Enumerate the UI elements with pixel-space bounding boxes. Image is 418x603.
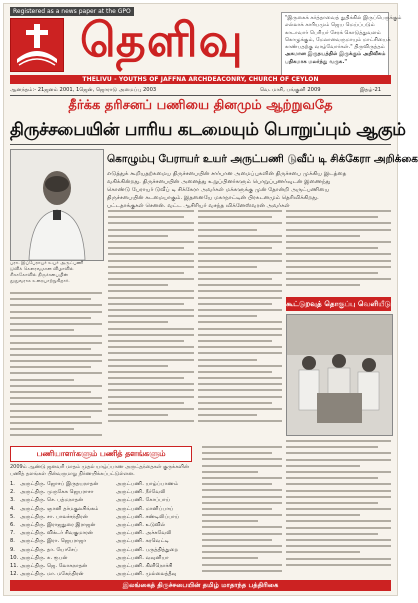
parish-name: அருட்பணி. முல்லைத்தீவு	[116, 571, 177, 578]
group-photo-icon	[287, 315, 392, 435]
item-number: 1.	[10, 481, 15, 487]
appointments-intro	[10, 464, 196, 478]
parish-name: அருட்பணி. கோப்பாய்	[116, 497, 171, 504]
parish-name: அருட்பணி. சண்டிலிப்பாய்	[116, 513, 180, 520]
parish-name: அருட்பணி. வவுனியா	[116, 554, 169, 561]
issue-number: இதழ்-21	[360, 87, 382, 93]
clergy-name: அருட்திரு. தா. யோசேப்	[20, 546, 78, 553]
inset-article	[286, 440, 391, 570]
lead-line: எடுத்துக் கூறியதற்கமைய திருச்சபையின் சார்பான அமைப்புகளின் திருச்சபை முக்கிய இடத்தை	[107, 171, 347, 177]
clergy-name: அருட்திரு. சா. பாலச்சந்திரன்	[20, 513, 88, 520]
item-number: 5.	[10, 513, 15, 520]
newspaper-page	[4, 4, 418, 595]
parish-name: அருட்பணி. பருத்தித்துறை	[116, 546, 179, 553]
parish-name: அருட்பணி. உடுவில்	[116, 522, 166, 529]
registration-notice: Registered as a news paper at the GPO	[10, 7, 134, 16]
parish-name: அருட்பணி. மானிப்பாய்	[116, 505, 174, 512]
quote-line: பதிகமாக மலர்ந்து வருக."	[285, 58, 348, 65]
quote-line: கொழுக்கும், மேலானவருமாயும் மாட்சியைக்	[285, 36, 391, 43]
top-strip-title: தீர்க்க தரிசனப் பணியை தினமும் ஆற்றுவதே	[68, 98, 333, 113]
article-column-3	[198, 210, 282, 427]
dateline-left: ஆனந்தம்:- 21ஜனம் 2001, 1ஜென், ஜொராடு அமைப்பு 2003	[10, 87, 157, 93]
organization-banner: THELIVU - YOUTHS OF JAFFNA ARCHDEACONRY, CHURCH OF CEYLON	[10, 75, 391, 84]
caption-line: தூதுவராக உரையாற்றுகிறார்.	[10, 279, 70, 284]
item-number: 6.	[10, 522, 15, 529]
clergy-name: அருட்திரு. முருகேசு ஜெயராசா	[20, 489, 94, 496]
quote-line: அகமான இருதயத்தில் இருக்கும் அதிவீசும்	[285, 51, 386, 58]
article-column-4	[286, 210, 391, 290]
parish-name: அருட்பணி. அச்சுவேலி	[116, 530, 172, 537]
article-column-2	[108, 210, 194, 427]
caption-line: பரா. இப்பேராயர் உயர் அருட்பணி	[10, 261, 84, 266]
item-number: 2.	[10, 489, 15, 496]
item-number: 12.	[10, 571, 19, 578]
article-column-5	[202, 446, 282, 576]
quote-box	[281, 12, 402, 78]
caption-line: டுவிக் கௌரவமான விழாவில்	[10, 267, 74, 272]
list-item	[10, 537, 196, 545]
lead-line: வகிக்கின்றது. திருச்சபையின் அனைத்து உறுப்பினர்களும் பொறுப்புணர்வுடன் இணைந்து	[107, 179, 331, 185]
person-photo-icon	[11, 150, 103, 260]
clergy-name: அருட்திரு. ஜெ. லோகநாதன்	[20, 563, 88, 570]
item-number: 10.	[10, 554, 19, 561]
item-number: 8.	[10, 538, 15, 545]
lead-line: கொண்டு பேராயர் டுவீப் டி சிக்கேரா அவர்கள் மக்களுக்கு முன் தோன்றி அருட்பணியை	[107, 187, 330, 193]
bishop-photo	[10, 149, 104, 261]
clergy-name: அருட்திரு. இராஜதுரை இராஜன்	[20, 522, 96, 529]
list-item	[10, 505, 196, 513]
masthead-title: தெளிவு	[80, 13, 244, 67]
lead-line: திருச்சபையின் கடமையாகும். இதனையே மகாநாட்டின் பிரகடனமும் தெரிவிக்கிறது.	[107, 195, 319, 201]
footer-banner: இலங்கைத் திருச்சபையின் தமிழ் மாதாந்த பத்திரிகை	[10, 580, 391, 591]
inset-heading: கூட்டுறவுத் தொகுப்பு வெளியீடு	[286, 297, 391, 311]
quote-line: காண்பதற்கு வாழ்வோர்கள்." திருவிருத்தம்	[285, 44, 385, 51]
dateline	[10, 86, 391, 96]
clergy-name: அருட்திரு. ஜோசப் இருதயநாதன்	[20, 481, 99, 487]
intro-line: 2009ம் ஆண்டு ஜனவரி மாதம் முதல் யாழ்ப்பாண அருட்தந்தைகள் குருக்களின்	[10, 464, 189, 470]
clergy-name: அருட்திரு. செ. பத்மநாதன்	[20, 497, 84, 504]
item-number: 7.	[10, 530, 15, 537]
divider	[10, 144, 391, 145]
caption-line: சிகாகோவில் திருச்சபையின்	[10, 273, 69, 278]
parish-name: அருட்பணி. நீர்வேலி	[116, 489, 166, 496]
item-number: 4.	[10, 505, 15, 512]
parish-name: அருட்பணி. கிளிநொச்சி	[116, 563, 173, 570]
event-photo	[286, 314, 393, 436]
main-headline: திருச்சபையின் பாரிய கடமையும் பொறுப்பும் ஆகும்	[10, 120, 406, 140]
quote-line: காடாவார் பெரியர் சேரக் கொடுத்துவளம்	[285, 29, 381, 36]
list-item	[10, 570, 196, 578]
article-column-1	[10, 292, 102, 441]
parish-name: அருட்பணி. யாழ்ப்பாணம்	[116, 481, 179, 487]
lead-line: பட்டதாக்குகள் செனன். வட்ட ஆசிரியர் வசந்த விக்னேஸ்வரன் அவர்கள்	[107, 203, 290, 209]
list-item	[10, 521, 196, 529]
list-item	[10, 562, 196, 570]
list-item	[10, 554, 196, 562]
sub-headline: கொழும்பு பேராயர் உயர் அருட்பணி டுவீப் டி சிக்கேரா அறிக்கை	[107, 153, 418, 165]
quote-line: எல்லாக் காரியமும் ஜெய மெய்ப்படும்	[285, 22, 375, 29]
item-number: 9.	[10, 546, 15, 553]
list-item	[10, 488, 196, 496]
item-number: 3.	[10, 497, 15, 504]
clergy-name: அருட்திரு. மா. மகேந்திரன்	[20, 571, 84, 578]
appointments-heading: பணியாளர்களும் பணித் தளங்களும்	[10, 446, 192, 462]
parish-name: அருட்பணி. கரவெட்டி	[116, 538, 169, 545]
cross-logo-icon	[11, 19, 63, 71]
clergy-name: அருட்திரு. விக்டர் சிவகுமாரன்	[20, 530, 93, 537]
list-item	[10, 546, 196, 554]
clergy-name: அருட்திரு. ஞானி தர்மகுலசிங்கம்	[20, 505, 99, 512]
lead-paragraph	[107, 170, 391, 210]
clergy-name: அருட்திரு. சு. ரூபன்	[20, 554, 68, 561]
list-item	[10, 480, 196, 488]
cross-logo	[10, 18, 64, 72]
intro-line: பணித் தளங்கள் பின்வருமாறு நிர்ணயிக்கப்பட்டுள்ளன.	[10, 471, 135, 477]
appointments-list	[10, 480, 196, 578]
clergy-name: அருட்திரு. இரா. ஜெயராஜா	[20, 538, 87, 545]
item-number: 11.	[10, 563, 19, 570]
photo-caption	[10, 261, 102, 285]
list-item	[10, 496, 196, 504]
quote-line: "இருகைக் கர்த்தாவைத் துதிக்கில் இருப்பெருக்கும்	[285, 15, 402, 21]
dateline-right: வெ. மாசி, பங்குனி 2009	[260, 87, 321, 93]
list-item	[10, 529, 196, 537]
list-item	[10, 513, 196, 521]
